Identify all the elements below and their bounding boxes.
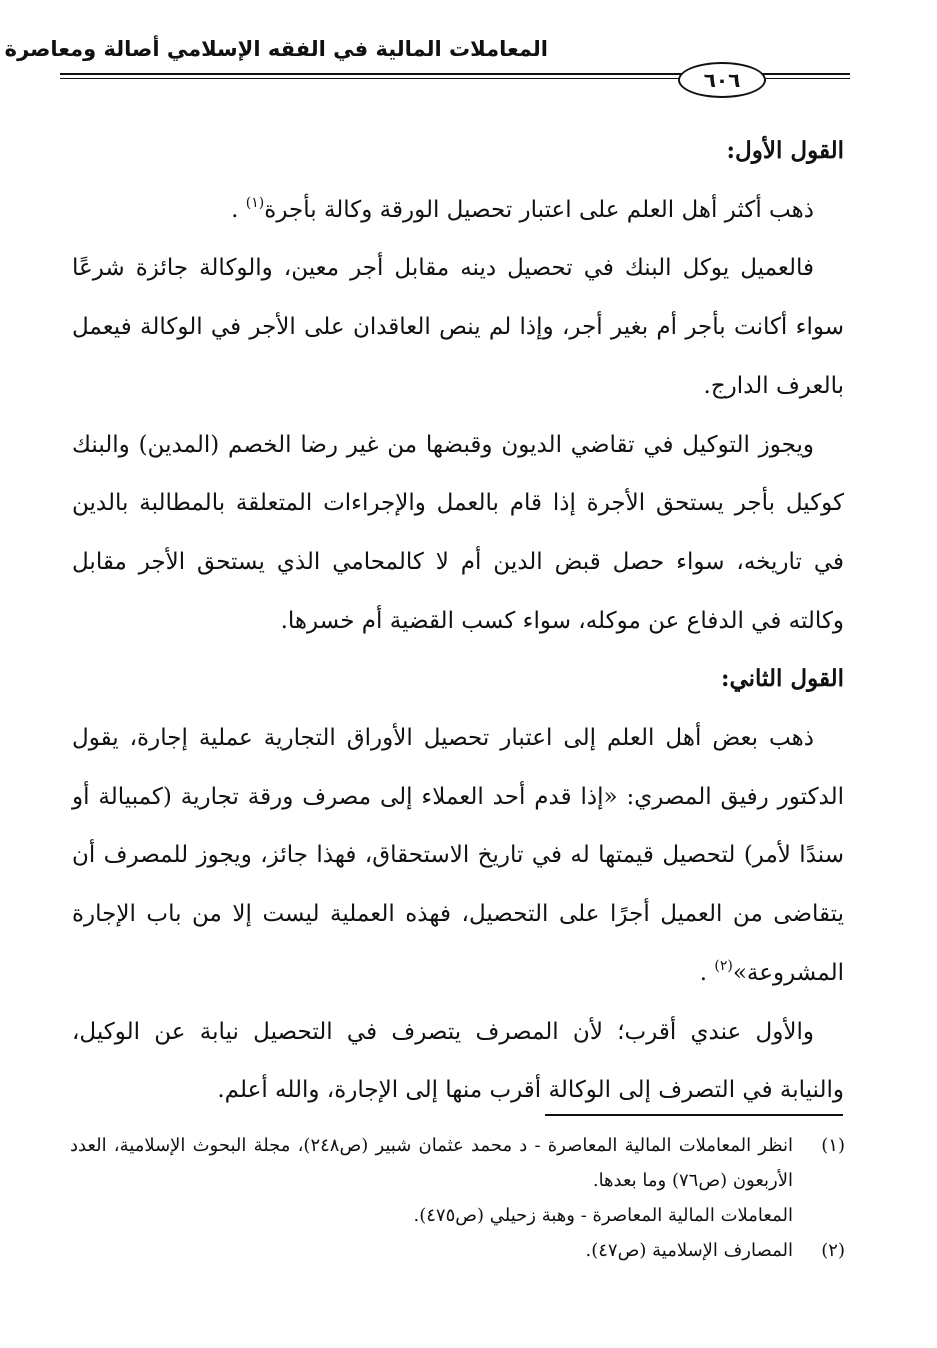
footnote-text: انظر المعاملات المالية المعاصرة - د محمد عثمان شبير (ص٢٤٨)، مجلة البحوث الإسلامية، العدد الأربعون (ص٧٦) وما بعدها. [70,1135,793,1191]
running-header-title: المعاملات المالية في الفقه الإسلامي أصالة ومعاصرة [4,37,548,61]
footnote-2 [70,1233,845,1268]
footnote-ref-1[interactable]: (١) [245,194,265,211]
footnotes [70,1128,845,1268]
paragraph-text: ذهب أكثر أهل العلم على اعتبار تحصيل الورقة وكالة بأجرة [264,196,814,223]
paragraph: والأول عندي أقرب؛ لأن المصرف يتصرف في التحصيل نيابة عن الوكيل، والنيابة في التصرف إلى الوكالة أقرب منها إلى الإجارة، والله أعلم. [72,1018,844,1104]
paragraph-end: . [699,959,708,986]
paragraph: ويجوز التوكيل في تقاضي الديون وقبضها من غير رضا الخصم (المدين) والبنك كوكيل بأجر يستحق الأجرة إذا قام بالعمل والإجراءات المتعلقة بالمطالبة بالدين في تاريخه، سواء حصل قبض الدين أم لا كالمحامي الذي يستحق الأجر مقابل وكالته في الدفاع عن موكله، سواء كسب القضية أم خسرها. [72,431,844,634]
paragraph [72,709,844,1003]
section-heading-second-opinion: القول الثاني: [720,665,844,693]
paragraph-end: . [231,196,239,223]
footnote-1 [70,1128,845,1198]
paragraph-text: ذهب بعض أهل العلم إلى اعتبار تحصيل الأوراق التجارية عملية إجارة، يقول الدكتور رفيق المصري: «إذا قدم أحد العملاء إلى مصرف ورقة تجارية (كمبيالة أو سندًا لأمر) لتحصيل قيمتها له في تاريخ الاستحقاق، فهذا جائز، ويجوز للمصرف أن يتقاضى من العميل أجرًا على التحصيل، فهذه العملية ليست إلا من باب الإجارة المشروعة» [72,725,844,986]
footnote-text: المصارف الإسلامية (ص٤٧). [585,1240,793,1261]
footnote-number: (٢) [821,1240,845,1261]
footnote-ref-2[interactable]: (٢) [714,957,733,974]
paragraph [72,181,844,240]
footnote-1-continuation: المعاملات المالية المعاصرة - وهبة زحيلي (ص٤٧٥). [413,1205,793,1226]
section-heading-first-opinion: القول الأول: [726,137,844,164]
body-text [72,122,844,1120]
footnote-number: (١) [821,1135,845,1156]
page-number: ٦٠٦ [678,62,766,98]
footnote-separator [545,1114,843,1116]
paragraph: فالعميل يوكل البنك في تحصيل دينه مقابل أجر معين، والوكالة جائزة شرعًا سواء أكانت بأجر أم بغير أجر، وإذا لم ينص العاقدان على الأجر في الوكالة فيعمل بالعرف الدارج. [72,255,844,399]
